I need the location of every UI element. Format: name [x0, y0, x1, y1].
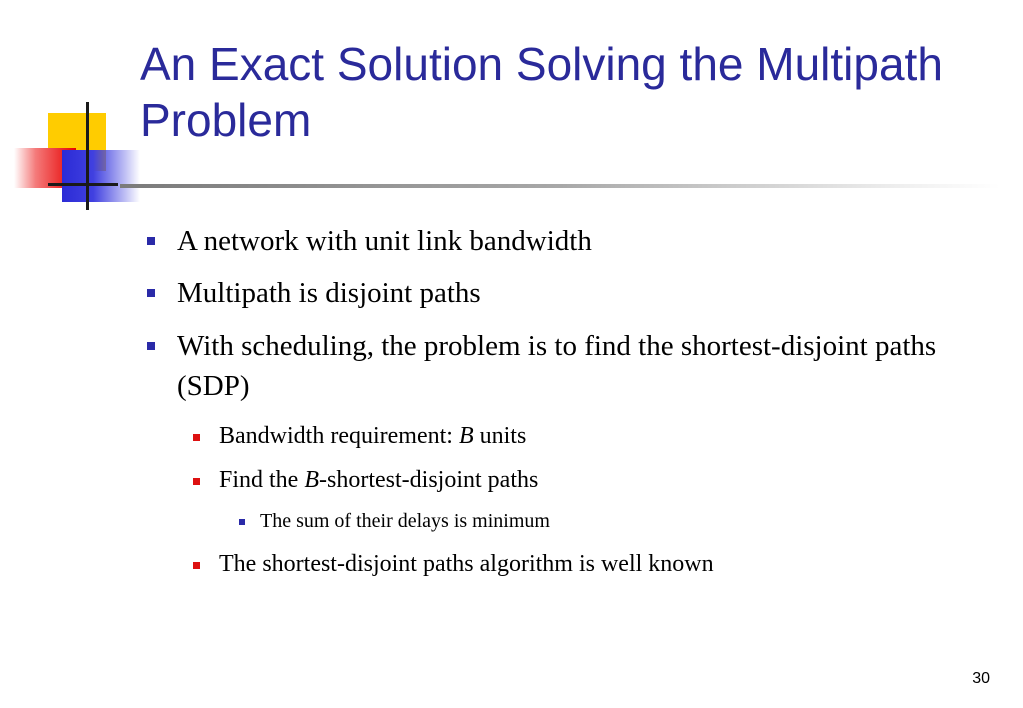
- sub-bullet-text: Find the B-shortest-disjoint paths: [219, 467, 539, 493]
- bullet-text: With scheduling, the problem is to find the shortest-disjoint paths (SDP): [177, 330, 937, 402]
- sub-sub-bullet-marker: [239, 519, 245, 525]
- sub-bullet-marker: [193, 478, 200, 485]
- sub-bullet-marker: [193, 434, 200, 441]
- bullet-text: Multipath is disjoint paths: [177, 277, 481, 309]
- sub-bullet-text: The shortest-disjoint paths algorithm is well known: [219, 551, 714, 577]
- bullet-marker: [147, 342, 155, 350]
- bullet-marker: [147, 237, 155, 245]
- sub-bullet-marker: [193, 562, 200, 569]
- bullet-marker: [147, 289, 155, 297]
- slide-title: An Exact Solution Solving the Multipath Problem: [140, 38, 943, 146]
- sub-bullet-text: Bandwidth requirement: B units: [219, 423, 527, 449]
- page-number: 30: [972, 670, 990, 687]
- bullet-text: A network with unit link bandwidth: [177, 225, 592, 257]
- sub-sub-bullet-text: The sum of their delays is minimum: [260, 510, 550, 532]
